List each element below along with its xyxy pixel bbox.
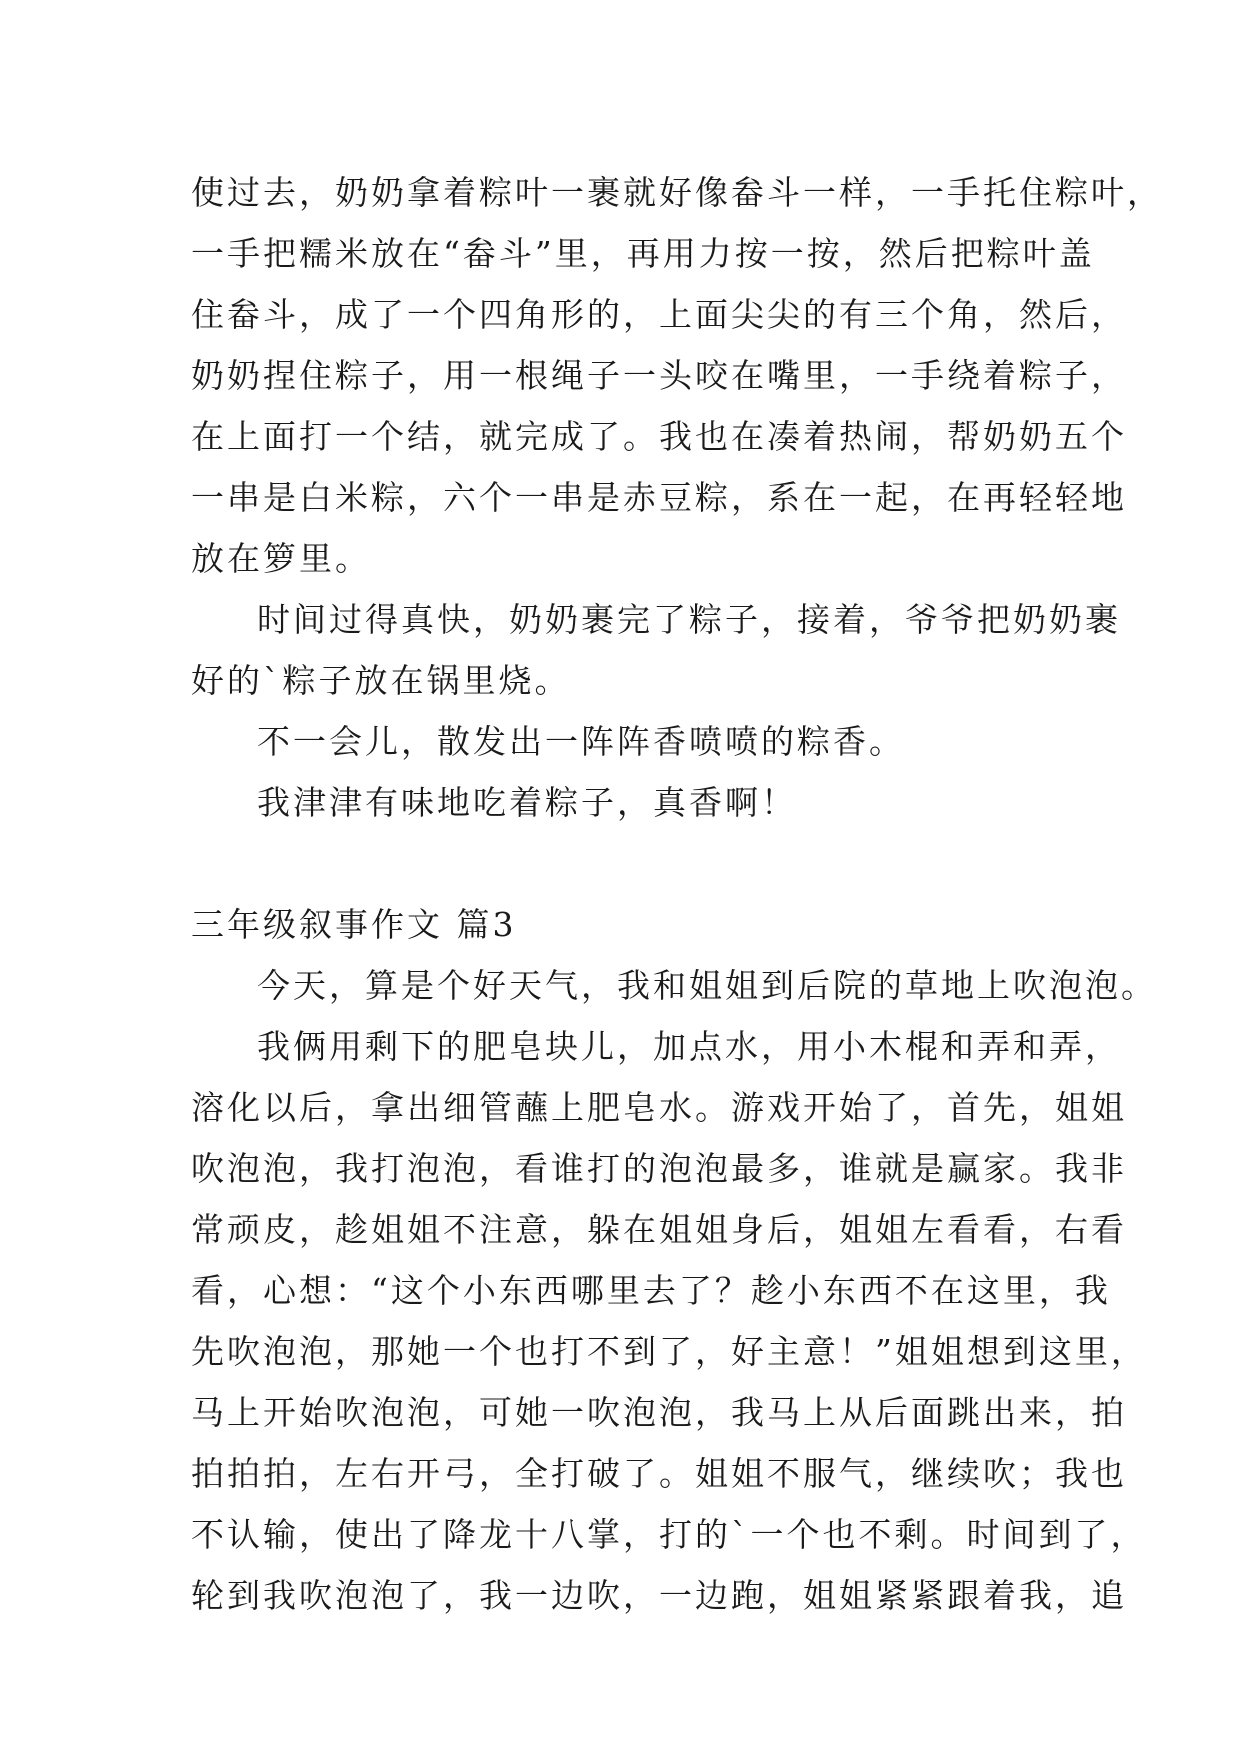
paragraph-2 — [191, 589, 1121, 711]
section-heading: 三年级叙事作文 篇3 — [191, 905, 517, 944]
text-line: 放在箩里。 — [191, 539, 371, 578]
text-line: 一串是白米粽，六个一串是赤豆粽，系在一起，在再轻轻地 — [191, 478, 1127, 517]
text-line: 不认输，使出了降龙十八掌，打的`一个也不剩。时间到了， — [191, 1515, 1147, 1554]
paragraph-4 — [191, 772, 1071, 833]
text-line: 我津津有味地吃着粽子，真香啊！ — [257, 783, 797, 822]
text-line: 住畚斗，成了一个四角形的，上面尖尖的有三个角，然后， — [191, 295, 1127, 334]
text-line: 马上开始吹泡泡，可她一吹泡泡，我马上从后面跳出来，拍 — [191, 1393, 1127, 1432]
text-line: 拍拍拍，左右开弓，全打破了。姐姐不服气，继续吹；我也 — [191, 1454, 1127, 1493]
text-line: 一手把糯米放在“畚斗”里，再用力按一按，然后把粽叶盖 — [191, 234, 1095, 273]
paragraph-6 — [191, 1016, 1147, 1626]
paragraph-3 — [191, 711, 1071, 772]
text-line: 轮到我吹泡泡了，我一边吹，一边跑，姐姐紧紧跟着我，追 — [191, 1576, 1127, 1615]
text-line: 好的`粽子放在锅里烧。 — [191, 661, 571, 700]
text-line: 常顽皮，趁姐姐不注意，躲在姐姐身后，姐姐左看看，右看 — [191, 1210, 1127, 1249]
text-line: 使过去，奶奶拿着粽叶一裹就好像畚斗一样，一手托住粽叶， — [191, 173, 1163, 212]
document-body — [191, 162, 1163, 1626]
text-line: 看，心想：“这个小东西哪里去了？趁小东西不在这里，我 — [191, 1271, 1111, 1310]
text-line: 吹泡泡，我打泡泡，看谁打的泡泡最多，谁就是赢家。我非 — [191, 1149, 1127, 1188]
text-line: 时间过得真快，奶奶裹完了粽子，接着，爷爷把奶奶裹 — [257, 600, 1121, 639]
text-line: 不一会儿，散发出一阵阵香喷喷的粽香。 — [257, 722, 905, 761]
paragraph-5 — [191, 955, 1157, 1016]
text-line: 在上面打一个结，就完成了。我也在凑着热闹，帮奶奶五个 — [191, 417, 1127, 456]
text-line: 先吹泡泡，那她一个也打不到了，好主意！”姐姐想到这里， — [191, 1332, 1147, 1371]
text-line: 今天，算是个好天气，我和姐姐到后院的草地上吹泡泡。 — [257, 966, 1157, 1005]
text-line: 奶奶捏住粽子，用一根绳子一头咬在嘴里，一手绕着粽子， — [191, 356, 1127, 395]
text-line: 我俩用剩下的肥皂块儿，加点水，用小木棍和弄和弄， — [257, 1027, 1121, 1066]
paragraph-1 — [191, 162, 1163, 589]
text-line: 溶化以后，拿出细管蘸上肥皂水。游戏开始了，首先，姐姐 — [191, 1088, 1127, 1127]
